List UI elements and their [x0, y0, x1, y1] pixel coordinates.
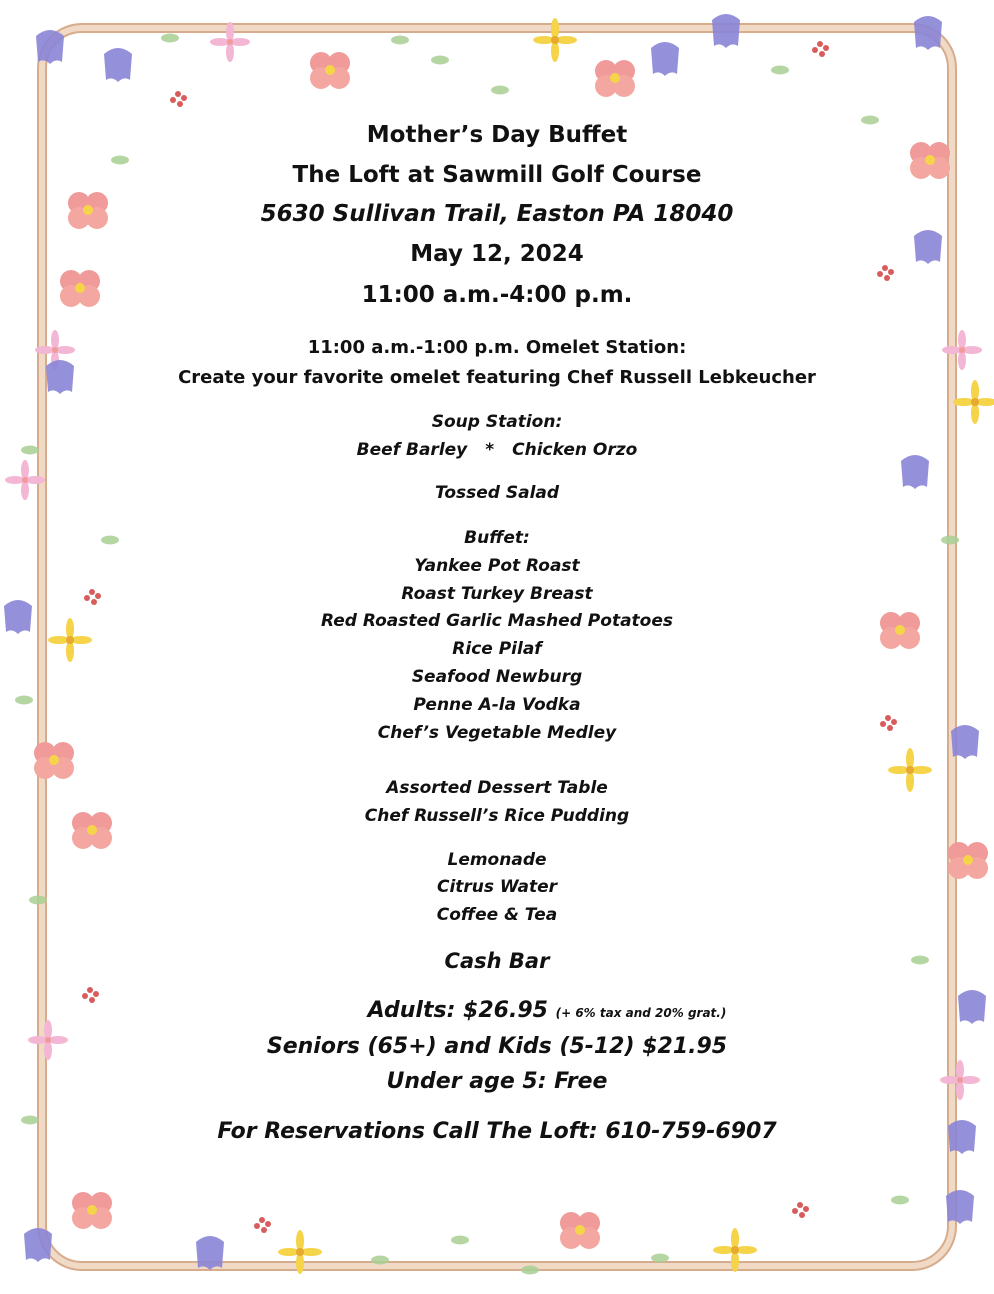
- event-hours: 11:00 a.m.-4:00 p.m.: [361, 282, 633, 308]
- omelet-description: Create your favorite omelet featuring Chef Russell Lebkeucher: [178, 367, 816, 388]
- soup-item: Chicken Orzo: [512, 440, 638, 460]
- dessert-item: Chef Russell’s Rice Pudding: [364, 806, 630, 826]
- buffet-heading: Buffet:: [464, 528, 530, 548]
- buffet-item: Red Roasted Garlic Mashed Potatoes: [321, 611, 673, 631]
- soup-item: Beef Barley: [356, 440, 468, 460]
- buffet-item: Penne A-la Vodka: [413, 695, 581, 715]
- dessert-item: Assorted Dessert Table: [386, 778, 608, 798]
- buffet-item: Seafood Newburg: [411, 667, 583, 687]
- salad-item: Tossed Salad: [434, 483, 560, 503]
- buffet-item: Roast Turkey Breast: [401, 584, 593, 604]
- soup-separator: *: [485, 440, 495, 460]
- omelet-time: 11:00 a.m.-1:00 p.m. Omelet Station:: [307, 337, 687, 358]
- soup-items: [0, 440, 994, 460]
- drink-item: Coffee & Tea: [436, 905, 558, 925]
- drink-item: Citrus Water: [436, 877, 558, 897]
- buffet-item: Rice Pilaf: [452, 639, 542, 659]
- adult-price: Adults: $26.95: [367, 998, 548, 1023]
- event-date: May 12, 2024: [410, 241, 584, 267]
- buffet-item: Yankee Pot Roast: [414, 556, 580, 576]
- reservations-phone: For Reservations Call The Loft: 610-759-6907: [217, 1119, 777, 1144]
- adult-price-line: [0, 998, 994, 1023]
- venue-address: 5630 Sullivan Trail, Easton PA 18040: [260, 201, 734, 227]
- event-title: Mother’s Day Buffet: [366, 122, 628, 148]
- seniors-kids-price: Seniors (65+) and Kids (5-12) $21.95: [266, 1034, 728, 1059]
- buffet-item: Chef’s Vegetable Medley: [377, 723, 617, 743]
- cash-bar: Cash Bar: [444, 949, 550, 973]
- venue-name: The Loft at Sawmill Golf Course: [292, 162, 702, 188]
- under5-price: Under age 5: Free: [386, 1069, 608, 1094]
- adult-price-note: (+ 6% tax and 20% grat.): [555, 1006, 727, 1020]
- soup-heading: Soup Station:: [431, 412, 563, 432]
- drink-item: Lemonade: [447, 850, 547, 870]
